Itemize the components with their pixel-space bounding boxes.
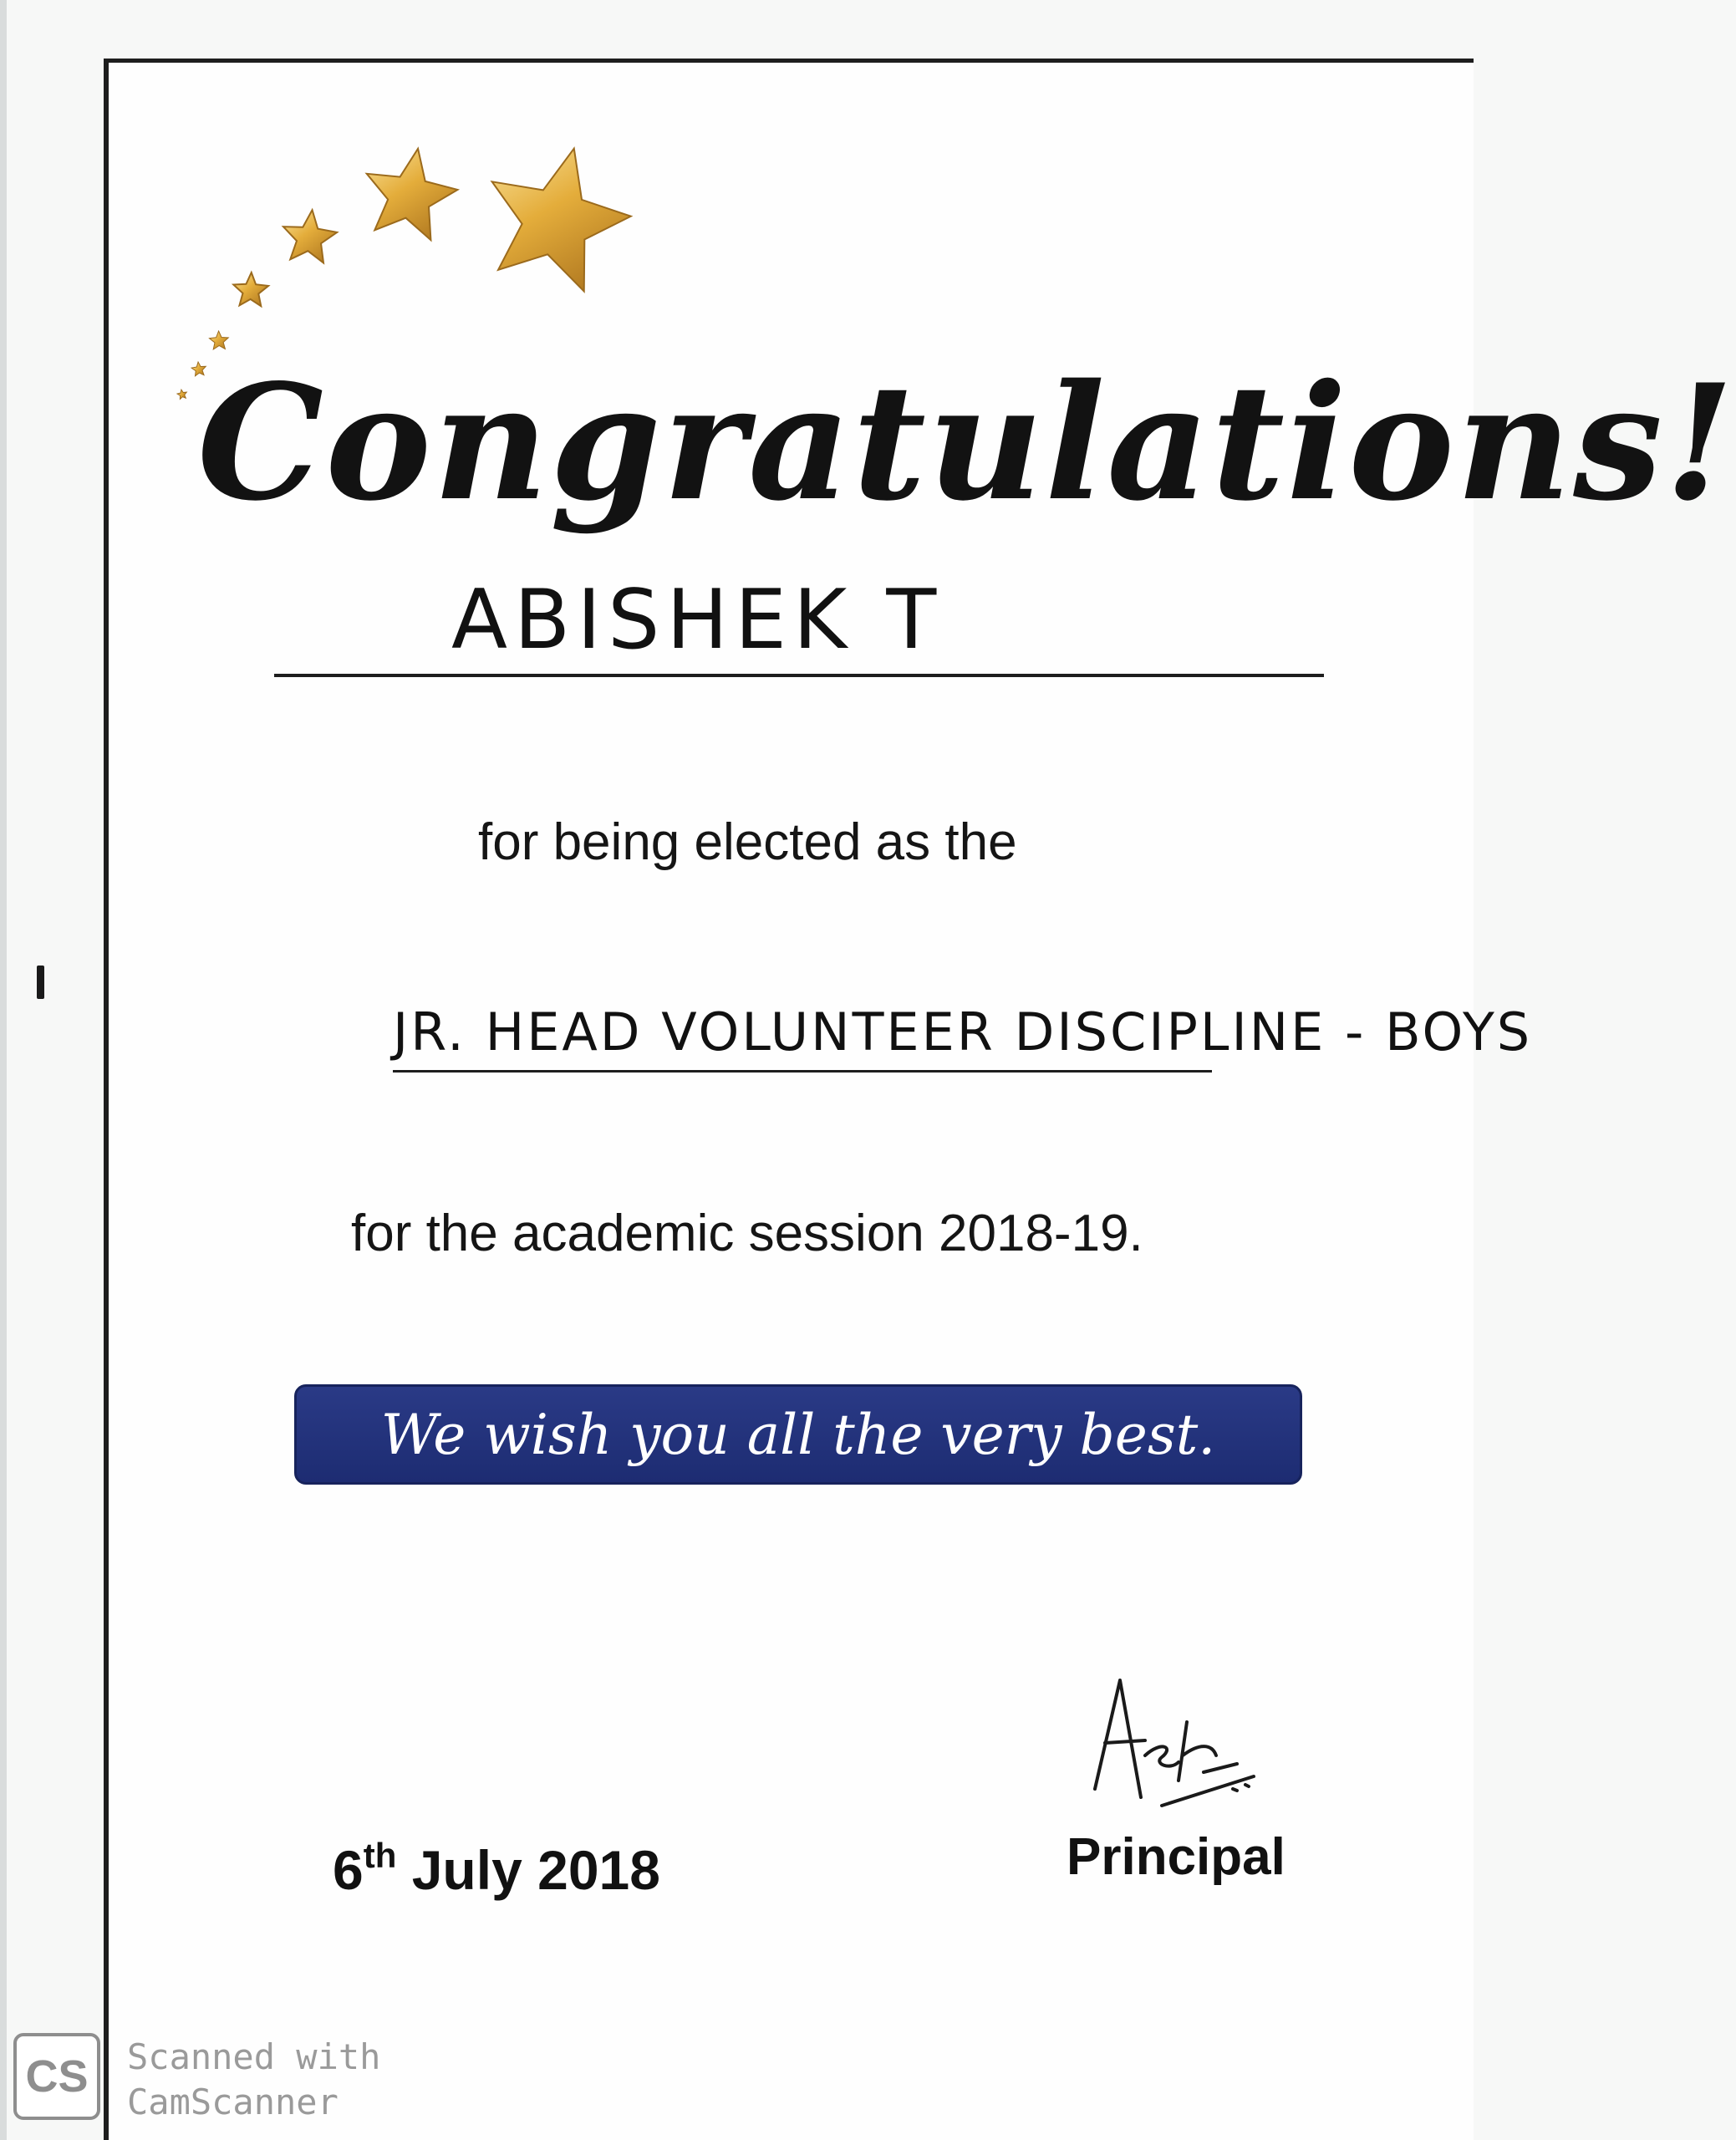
best-wishes-banner	[294, 1384, 1302, 1485]
camscanner-watermark	[127, 2035, 395, 2125]
star-icon	[232, 272, 268, 306]
star-icon	[357, 140, 463, 242]
date-day: 6	[333, 1839, 364, 1901]
watermark-line-1: Scanned with	[127, 2036, 381, 2077]
position-underline	[393, 1070, 1212, 1073]
star-icon	[471, 131, 643, 298]
scan-mark	[37, 966, 44, 999]
camscanner-logo: CS	[13, 2033, 100, 2120]
star-icon	[280, 207, 339, 264]
position-title: JR. HEAD VOLUNTEER DISCIPLINE - BOYS	[393, 1001, 1533, 1062]
elected-text: for being elected as the	[478, 813, 1017, 871]
principal-signature	[1061, 1664, 1270, 1847]
principal-label: Principal	[1067, 1828, 1285, 1886]
watermark-line-2: CamScanner	[127, 2081, 339, 2122]
banner-text: We wish you all the very best.	[380, 1403, 1216, 1467]
recipient-underline	[274, 674, 1324, 677]
congratulations-title: Congratulations!	[197, 349, 1736, 536]
star-icon	[176, 389, 187, 400]
session-text: for the academic session 2018-19.	[351, 1205, 1143, 1262]
recipient-name: ABISHEK T	[451, 573, 944, 668]
certificate-date	[333, 1836, 660, 1902]
page-edge	[0, 0, 7, 2140]
date-suffix: th	[363, 1836, 397, 1875]
date-rest: July 2018	[396, 1839, 660, 1901]
